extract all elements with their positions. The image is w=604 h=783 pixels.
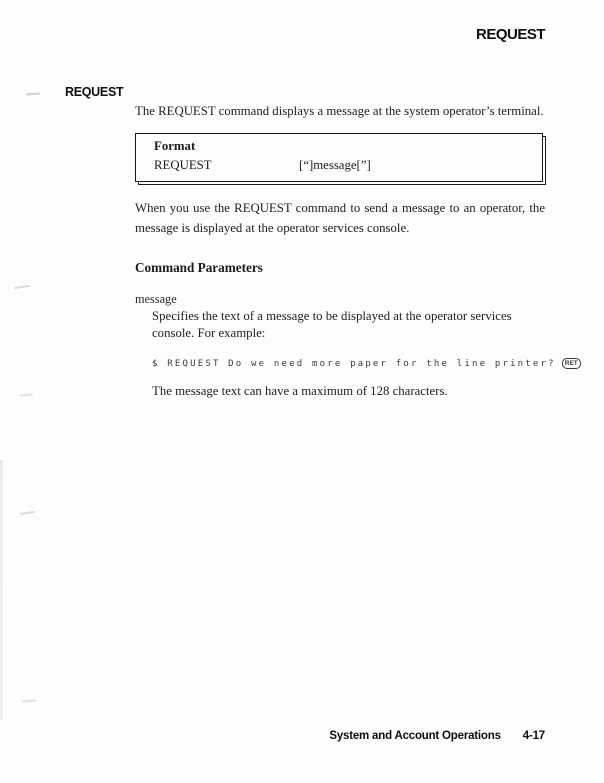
- parameter-description: Specifies the text of a message to be displayed at the operator services console. For example:: [152, 309, 512, 340]
- scan-smudge: [14, 285, 30, 289]
- format-box-title: Format: [154, 139, 196, 153]
- page-footer: [329, 730, 545, 742]
- scan-edge-streak: [0, 460, 3, 720]
- format-command: REQUEST: [154, 158, 212, 172]
- command-parameters-heading: Command Parameters: [135, 260, 263, 275]
- footer-page-number: 4-17: [522, 730, 545, 742]
- format-syntax: [“]message[”]: [299, 158, 371, 172]
- scan-smudge: [20, 511, 35, 515]
- scan-smudge: [22, 700, 36, 703]
- footer-section-title: System and Account Operations: [329, 730, 501, 742]
- page-content: [135, 101, 578, 399]
- usage-paragraph: When you use the REQUEST command to send a message to an operator, the message is displayed at the operator services console.: [135, 201, 545, 235]
- scan-smudge: [20, 393, 33, 396]
- example-command-text: $ REQUEST Do we need more paper for the line printer?: [152, 358, 556, 369]
- message-length-note: The message text can have a maximum of 128 characters.: [152, 384, 448, 398]
- running-head: REQUEST: [475, 26, 545, 43]
- example-command-line: [152, 358, 578, 369]
- format-syntax-row: [154, 158, 542, 173]
- scan-smudge: [26, 93, 40, 96]
- section-heading: REQUEST: [65, 85, 124, 99]
- format-box: [135, 133, 543, 182]
- return-key-icon: RET: [562, 358, 581, 369]
- intro-paragraph: The REQUEST command displays a message at the system operator’s terminal.: [135, 104, 544, 118]
- parameter-name: message: [135, 292, 177, 306]
